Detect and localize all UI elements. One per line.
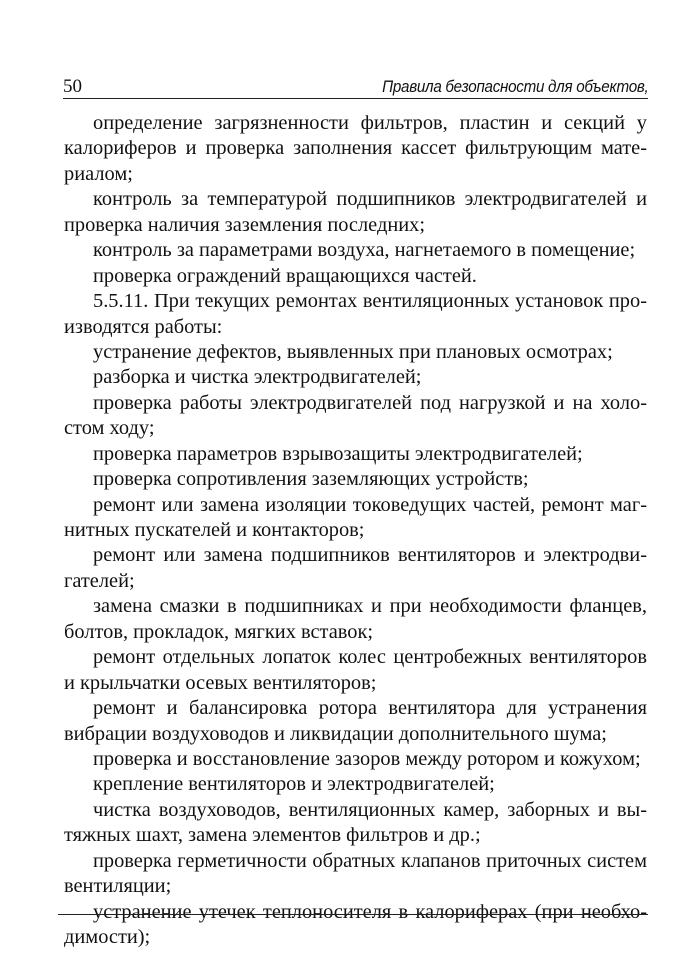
text-line: крепление вентиляторов и электродвигателей;	[93, 773, 495, 796]
text-line: контроль за температурой подшипников электродвигателей и	[93, 188, 647, 211]
text-line: калориферов и проверка заполнения кассет фильтрующим мате-	[64, 137, 647, 160]
paragraph	[64, 849, 647, 900]
paragraph	[64, 696, 647, 747]
text-line: 5.5.11. При текущих ремонтах вентиляционных установок про-	[93, 290, 647, 313]
text-line: нитных пускателей и контакторов;	[64, 519, 365, 541]
page-header	[63, 76, 648, 99]
paragraph	[64, 798, 647, 849]
paragraph	[64, 264, 647, 289]
text-line: замена смазки в подшипниках и при необходимости фланцев,	[93, 595, 647, 618]
paragraph	[64, 900, 647, 951]
text-line: стом ходу;	[64, 417, 155, 440]
page-number: 50	[63, 76, 82, 97]
text-line: проверка работы электродвигателей под нагрузкой и на холо-	[93, 391, 647, 414]
paragraph	[64, 111, 647, 187]
text-line: изводятся работы:	[64, 315, 223, 338]
text-line: проверка и восстановление зазоров между ротором и кожухом;	[93, 747, 641, 770]
footer-rule	[58, 914, 648, 915]
text-line: ремонт или замена подшипников вентиляторов и электродви-	[93, 544, 647, 567]
paragraph	[64, 391, 647, 442]
paragraph	[64, 493, 647, 544]
paragraph	[64, 543, 647, 594]
paragraph	[64, 772, 647, 797]
text-line: проверка герметичности обратных клапанов приточных систем	[93, 849, 647, 872]
paragraph	[64, 467, 647, 492]
paragraph	[64, 747, 647, 772]
text-line: димости);	[64, 926, 151, 948]
text-line: разборка и чистка электродвигателей;	[93, 366, 422, 389]
paragraph	[64, 289, 647, 340]
paragraph	[64, 238, 647, 263]
paragraph	[64, 340, 647, 365]
paragraph	[64, 365, 647, 390]
text-line: ремонт отдельных лопаток колес центробежных вентиляторов	[93, 646, 647, 669]
text-line: вентиляции;	[64, 875, 172, 898]
text-line: ремонт и балансировка ротора вентилятора для устранения	[93, 697, 647, 720]
body-text	[64, 111, 647, 950]
paragraph	[64, 442, 647, 467]
paragraph	[64, 187, 647, 238]
text-line: и крыльчатки осевых вентиляторов;	[64, 671, 377, 694]
text-line: болтов, прокладок, мягких вставок;	[64, 620, 374, 643]
text-line: устранение утечек теплоносителя в калориферах (при необхо-	[93, 900, 647, 923]
paragraph	[64, 594, 647, 645]
running-title: Правила безопасности для объектов,	[381, 78, 648, 96]
text-line: контроль за параметрами воздуха, нагнетаемого в помещение;	[93, 239, 636, 262]
text-line: проверка ограждений вращающихся частей.	[93, 264, 477, 287]
text-line: тяжных шахт, замена элементов фильтров и др.;	[64, 824, 481, 847]
text-line: устранение дефектов, выявленных при плановых осмотрах;	[93, 340, 613, 363]
text-line: проверка наличия заземления последних;	[64, 213, 425, 236]
text-line: проверка параметров взрывозащиты электродвигателей;	[93, 442, 583, 465]
paragraph	[64, 645, 647, 696]
text-line: чистка воздуховодов, вентиляционных камер, заборных и вы-	[93, 798, 647, 821]
text-line: ремонт или замена изоляции токоведущих частей, ремонт маг-	[93, 493, 647, 516]
text-line: риалом;	[64, 162, 133, 185]
text-line: определение загрязненности фильтров, пластин и секций у	[93, 112, 647, 134]
text-line: вибрации воздуховодов и ликвидации дополнительного шума;	[64, 722, 607, 745]
text-line: гателей;	[64, 569, 135, 592]
text-line: проверка сопротивления заземляющих устройств;	[93, 468, 529, 491]
